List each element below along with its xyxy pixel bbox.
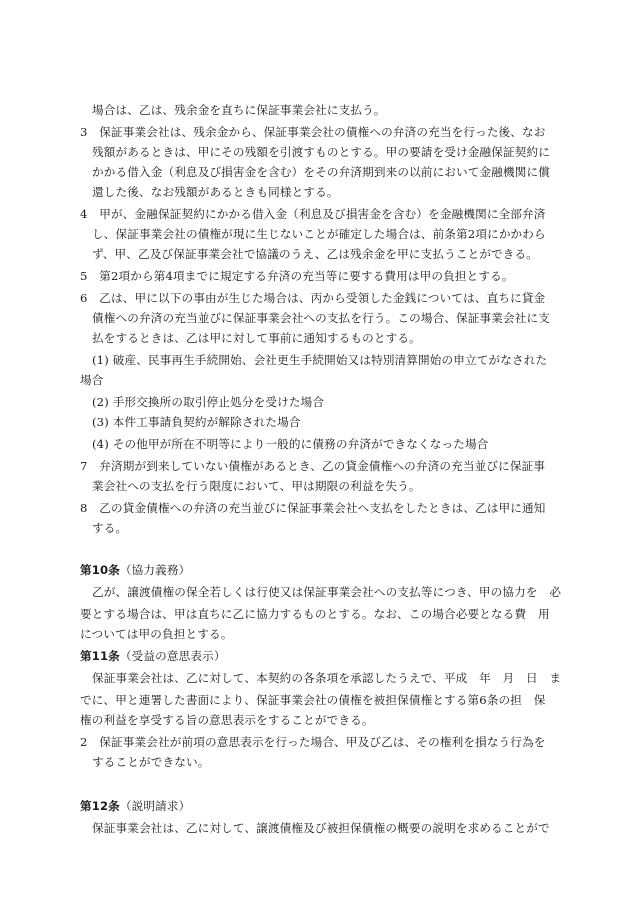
text-line: 8 乙の貸金債権への弁済の充当並びに保証事業会社へ支払をしたときは、乙は甲に通知 [80,501,546,515]
text-line: 保証事業会社は、乙に対して、譲渡債権及び被担保債権の概要の説明を求めることがで [92,821,550,835]
text-line: 要とする場合は、甲は直ちに乙に協力するものとする。なお、この場合必要となる費 用 [80,607,550,621]
text-line: 権の利益を享受する旨の意思表示をすることができる。 [80,713,374,727]
text-line: 債権への弁済の充当並びに保証事業会社への支払を行う。この場合、保証事業会社に支 [92,311,551,325]
text-line: 残額があるときは、甲にその残額を引渡すものとする。甲の要請を受け金融保証契約に [92,145,551,159]
text-line: し、保証事業会社の債権が現に生じないことが確定した場合は、前条第2項にかかわら [92,227,546,241]
text-line: でに、甲と連署した書面により、保証事業会社の債権を被担保債権とする第6条の担 保 [80,693,546,707]
text-line: 場合 [80,373,104,387]
article-number: 第10条 [80,563,120,577]
text-line: 4 甲が、金融保証契約にかかる借入金（利息及び損害金を含む）を金融機関に全部弁済 [80,207,546,221]
article-heading [80,798,190,814]
article-title: （説明請求） [119,799,191,813]
article-heading [80,562,190,578]
text-line: 6 乙は、甲に以下の事由が生じた場合は、丙から受領した金銭については、直ちに貸金 [80,291,546,305]
text-line: 5 第2項から第4項までに規定する弁済の充当等に要する費用は甲の負担とする。 [80,269,514,283]
text-line: 7 弁済期が到来していない債権があるとき、乙の貸金債権への弁済の充当並びに保証事 [80,459,546,473]
text-line: については甲の負担とする。 [80,627,233,641]
text-line: (3) 本件工事請負契約が解除された場合 [92,415,301,429]
article-heading [80,648,226,664]
article-title: （受益の意思表示） [119,649,226,663]
article-number: 第12条 [80,799,120,813]
text-line: 払をするときは、乙は甲に対して事前に通知するものとする。 [92,331,421,345]
text-line: 2 保証事業会社が前項の意思表示を行った場合、甲及び乙は、その権利を損なう行為を [80,735,546,749]
text-line: 還した後、なお残額があるときも同様とする。 [92,185,339,199]
text-line: かかる借入金（利息及び損害金を含む）をその弁済期到来の以前において金融機関に償 [92,165,551,179]
article-number: 第11条 [80,649,120,663]
text-line: 乙が、譲渡債権の保全若しくは行使又は保証事業会社への支払等につき、甲の協力を 必 [92,585,562,599]
text-line: (4) その他甲が所在不明等により一般的に債務の弁済ができなくなった場合 [92,437,489,451]
text-line: (2) 手形交換所の取引停止処分を受けた場合 [92,395,325,409]
article-title: （協力義務） [119,563,191,577]
text-line: 3 保証事業会社は、残余金から、保証事業会社の債権への弁済の充当を行った後、なお [80,125,546,139]
text-line: 業会社への支払を行う限度において、甲は期限の利益を失う。 [92,479,421,493]
text-line: することができない。 [92,755,210,769]
text-line: (1) 破産、民事再生手続開始、会社更生手続開始又は特別清算開始の申立てがなされた [92,353,548,367]
text-line: 保証事業会社は、乙に対して、本契約の各条項を承認したうえで、平成 年 月 日 ま [92,671,562,685]
text-line: する。 [92,521,128,535]
text-line: ず、甲、乙及び保証事業会社で協議のうえ、乙は残余金を甲に支払うことができる。 [92,247,539,261]
text-line: 場合は、乙は、残余金を直ちに保証事業会社に支払う。 [92,103,386,117]
